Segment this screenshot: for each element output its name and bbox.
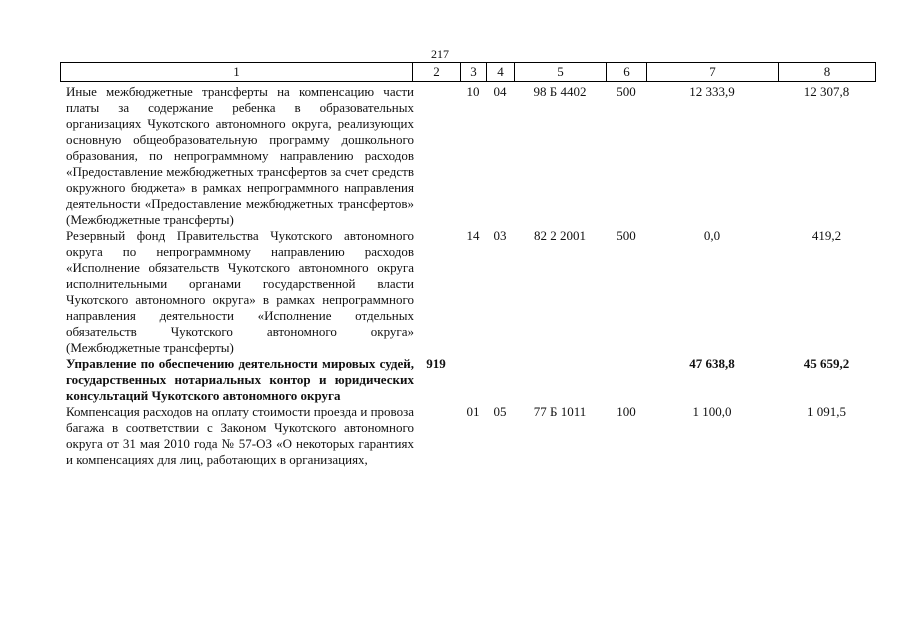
row-name: Резервный фонд Правительства Чукотского автономного округа по непрограммному направлению расходов «Исполнение обязательств Чукотского автономного округа исполнительными органами государственной власти Чукотского автономного округа» в рамках непрограммного направления деятельности «Исполнение отдельных обязательств Чукотского автономного округа» (Межбюджетные трансферты) bbox=[66, 228, 414, 355]
row-name: Компенсация расходов на оплату стоимости проезда и провоза багажа в соответствии с Законом Чукотского автономного округа от 31 мая 2010 года № 57-ОЗ «О некоторых гарантиях и компенсациях для лиц, работающих в организациях, bbox=[66, 404, 414, 467]
column-header-5: 5 bbox=[515, 63, 607, 82]
cell-col8: 1 091,5 bbox=[807, 404, 846, 419]
cell-col4: 03 bbox=[493, 228, 507, 243]
cell-col5: 77 Б 1011 bbox=[533, 404, 587, 419]
table-row bbox=[60, 84, 875, 228]
column-header-row bbox=[61, 63, 876, 82]
cell-col3: 01 bbox=[466, 404, 480, 419]
cell-col6: 100 bbox=[616, 404, 636, 419]
cell-col5: 98 Б 4402 bbox=[533, 84, 587, 99]
cell-col5: 82 2 2001 bbox=[534, 228, 586, 243]
row-name: Иные межбюджетные трансферты на компенсацию части платы за содержание ребенка в образовательных организациях Чукотского автономного округа, реализующих основную общеобразовательную программу дошкольного образования, по непрограммному направлению расходов «Предоставление межбюджетных трансфертов за счет средств окружного бюджета» в рамках непрограммного направления деятельности «Предоставление межбюджетных трансфертов» (Межбюджетные трансферты) bbox=[66, 84, 414, 227]
table-row bbox=[60, 228, 875, 356]
cell-col8: 419,2 bbox=[811, 228, 842, 243]
cell-col7: 0,0 bbox=[703, 228, 721, 243]
cell-col3: 14 bbox=[466, 228, 480, 243]
column-header-3: 3 bbox=[461, 63, 487, 82]
column-header-4: 4 bbox=[487, 63, 515, 82]
column-header-8: 8 bbox=[779, 63, 876, 82]
cell-col3: 10 bbox=[466, 84, 480, 99]
cell-col8: 45 659,2 bbox=[803, 356, 850, 371]
cell-col4: 05 bbox=[493, 404, 507, 419]
table-row-section-total bbox=[60, 356, 875, 404]
table-row bbox=[60, 404, 875, 468]
cell-col6: 500 bbox=[616, 228, 636, 243]
cell-col2: 919 bbox=[426, 356, 446, 371]
column-header-7: 7 bbox=[647, 63, 779, 82]
table-body bbox=[60, 84, 875, 468]
page-number: 217 bbox=[431, 47, 449, 61]
cell-col7: 12 333,9 bbox=[689, 84, 735, 99]
cell-col4: 04 bbox=[493, 84, 507, 99]
cell-col7: 47 638,8 bbox=[689, 356, 735, 371]
column-header-6: 6 bbox=[607, 63, 647, 82]
cell-col8: 12 307,8 bbox=[803, 84, 850, 99]
column-header-2: 2 bbox=[413, 63, 461, 82]
column-header-1: 1 bbox=[61, 63, 413, 82]
column-header-table bbox=[60, 62, 876, 82]
cell-col6: 500 bbox=[616, 84, 636, 99]
row-name: Управление по обеспечению деятельности мировых судей, государственных нотариальных контор и юридических консультаций Чукотского автономного округа bbox=[66, 356, 414, 403]
cell-col7: 1 100,0 bbox=[692, 404, 732, 419]
